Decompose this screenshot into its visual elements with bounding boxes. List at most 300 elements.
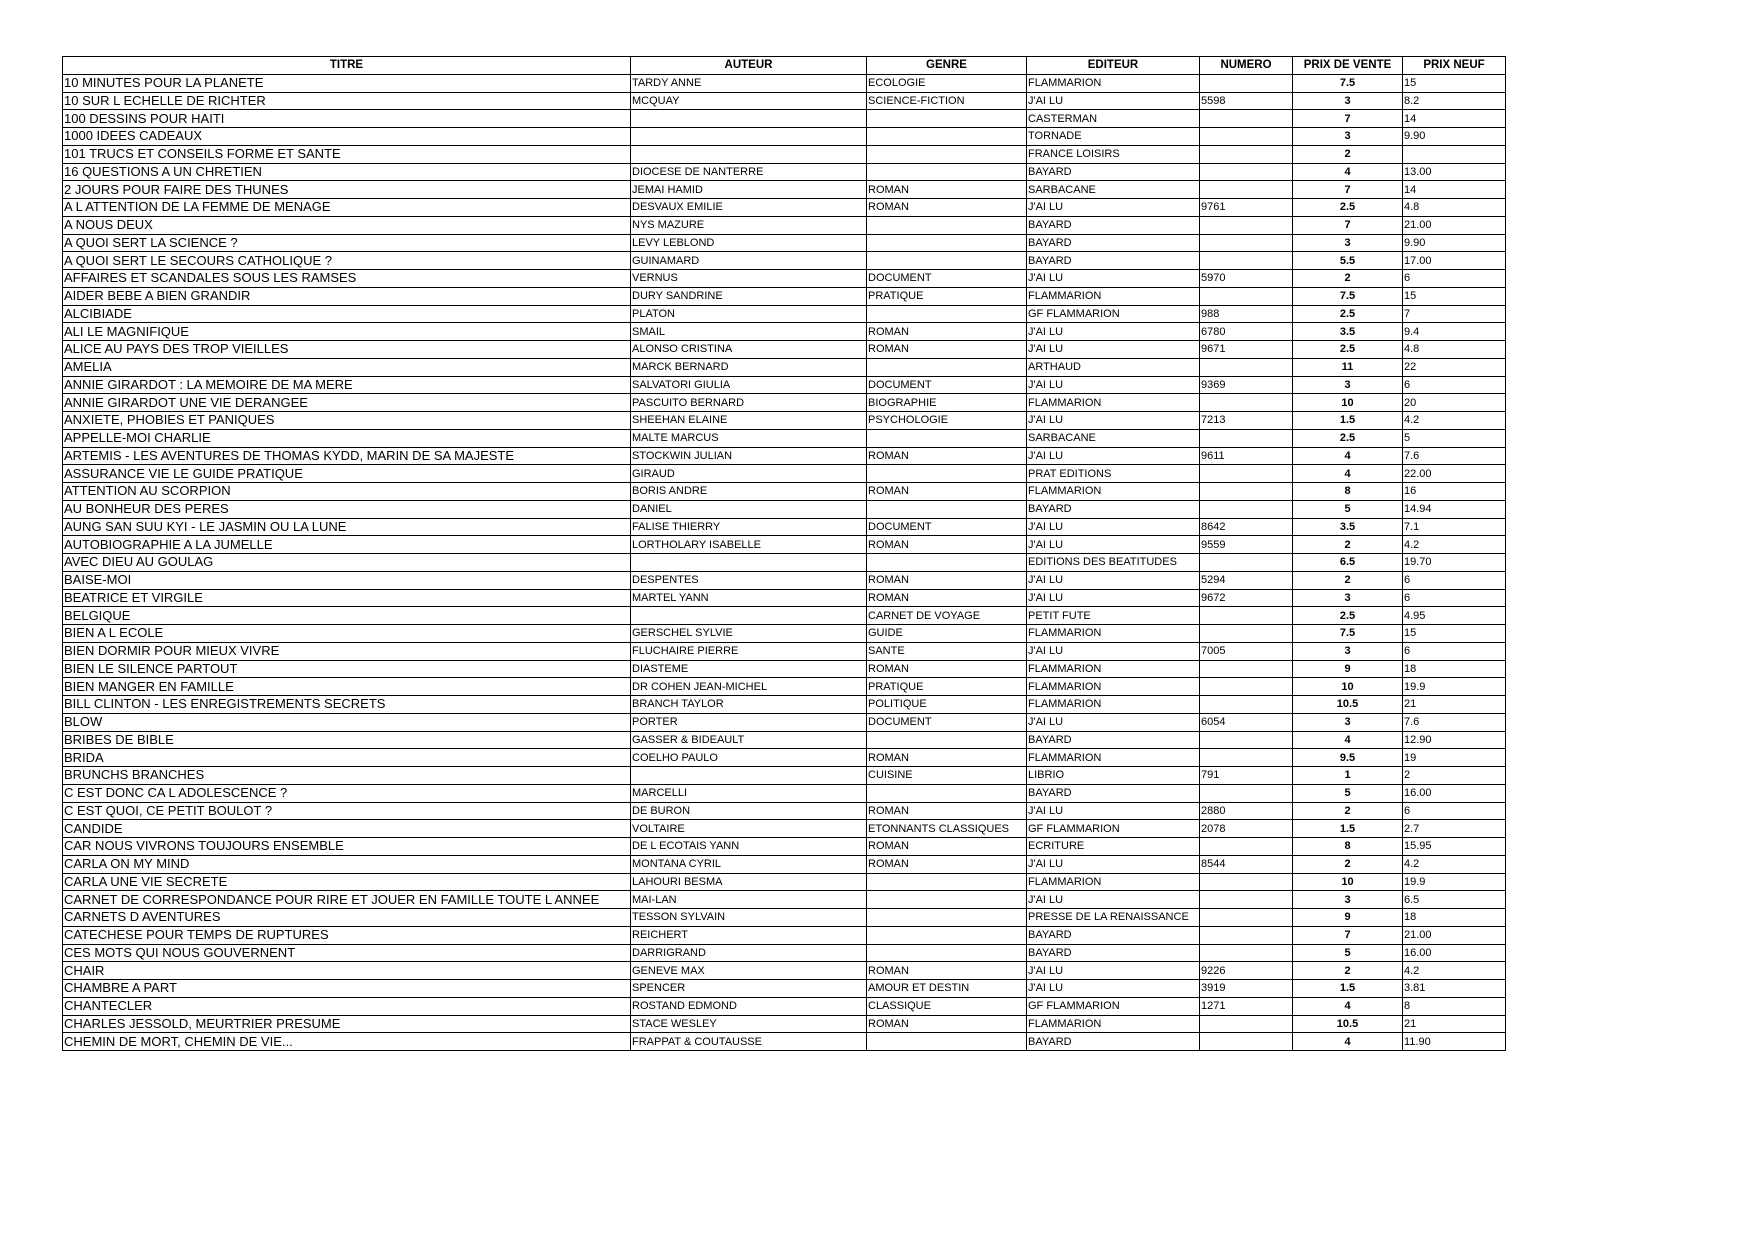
- cell-titre: 10 SUR L ECHELLE DE RICHTER: [63, 92, 631, 110]
- cell-titre: AMELIA: [63, 358, 631, 376]
- cell-genre: ROMAN: [867, 855, 1027, 873]
- cell-auteur: GUINAMARD: [631, 252, 867, 270]
- cell-auteur: [631, 110, 867, 128]
- cell-prix-neuf: 14: [1403, 181, 1506, 199]
- cell-auteur: DESVAUX EMILIE: [631, 199, 867, 217]
- table-row: [63, 394, 1506, 412]
- cell-auteur: SPENCER: [631, 980, 867, 998]
- table-row: [63, 749, 1506, 767]
- header-numero: NUMERO: [1200, 57, 1293, 75]
- cell-titre: ATTENTION AU SCORPION: [63, 483, 631, 501]
- table-row: [63, 128, 1506, 146]
- cell-auteur: BORIS ANDRE: [631, 483, 867, 501]
- cell-auteur: [631, 145, 867, 163]
- cell-genre: [867, 216, 1027, 234]
- cell-auteur: [631, 554, 867, 572]
- cell-auteur: SMAIL: [631, 323, 867, 341]
- cell-titre: C EST QUOI, CE PETIT BOULOT ?: [63, 802, 631, 820]
- cell-numero: [1200, 749, 1293, 767]
- cell-titre: ALICE AU PAYS DES TROP VIEILLES: [63, 341, 631, 359]
- cell-auteur: MALTE MARCUS: [631, 429, 867, 447]
- cell-genre: SANTE: [867, 642, 1027, 660]
- cell-numero: [1200, 1015, 1293, 1033]
- cell-genre: ROMAN: [867, 802, 1027, 820]
- cell-prix-neuf: 8: [1403, 997, 1506, 1015]
- cell-editeur: FRANCE LOISIRS: [1027, 145, 1200, 163]
- table-row: [63, 855, 1506, 873]
- cell-titre: BILL CLINTON - LES ENREGISTREMENTS SECRETS: [63, 696, 631, 714]
- cell-auteur: GERSCHEL SYLVIE: [631, 625, 867, 643]
- cell-editeur: J'AI LU: [1027, 891, 1200, 909]
- cell-genre: [867, 873, 1027, 891]
- cell-editeur: FLAMMARION: [1027, 696, 1200, 714]
- cell-editeur: GF FLAMMARION: [1027, 997, 1200, 1015]
- cell-numero: [1200, 944, 1293, 962]
- cell-editeur: BAYARD: [1027, 252, 1200, 270]
- cell-editeur: J'AI LU: [1027, 341, 1200, 359]
- cell-editeur: J'AI LU: [1027, 855, 1200, 873]
- table-row: [63, 820, 1506, 838]
- cell-auteur: DE L ECOTAIS YANN: [631, 838, 867, 856]
- cell-auteur: VOLTAIRE: [631, 820, 867, 838]
- cell-auteur: STACE WESLEY: [631, 1015, 867, 1033]
- table-row: [63, 216, 1506, 234]
- cell-editeur: FLAMMARION: [1027, 625, 1200, 643]
- cell-titre: ASSURANCE VIE LE GUIDE PRATIQUE: [63, 465, 631, 483]
- cell-prix-neuf: 4.2: [1403, 855, 1506, 873]
- table-row: [63, 358, 1506, 376]
- table-row: [63, 767, 1506, 785]
- cell-auteur: MONTANA CYRIL: [631, 855, 867, 873]
- cell-numero: [1200, 660, 1293, 678]
- table-row: [63, 1015, 1506, 1033]
- cell-prix-neuf: 16: [1403, 483, 1506, 501]
- cell-prix-neuf: 16.00: [1403, 784, 1506, 802]
- cell-prix-de-vente: 2: [1293, 855, 1403, 873]
- table-row: [63, 784, 1506, 802]
- cell-prix-de-vente: 2: [1293, 571, 1403, 589]
- cell-titre: CARNETS D AVENTURES: [63, 909, 631, 927]
- cell-prix-de-vente: 4: [1293, 997, 1403, 1015]
- cell-auteur: DURY SANDRINE: [631, 287, 867, 305]
- cell-prix-de-vente: 3: [1293, 128, 1403, 146]
- cell-prix-neuf: 13.00: [1403, 163, 1506, 181]
- table-row: [63, 713, 1506, 731]
- cell-genre: DOCUMENT: [867, 270, 1027, 288]
- cell-prix-neuf: 15.95: [1403, 838, 1506, 856]
- cell-genre: [867, 944, 1027, 962]
- cell-genre: [867, 891, 1027, 909]
- table-row: [63, 465, 1506, 483]
- cell-editeur: FLAMMARION: [1027, 1015, 1200, 1033]
- cell-numero: [1200, 500, 1293, 518]
- table-row: [63, 483, 1506, 501]
- cell-prix-de-vente: 7: [1293, 181, 1403, 199]
- header-genre: GENRE: [867, 57, 1027, 75]
- cell-genre: ROMAN: [867, 1015, 1027, 1033]
- cell-titre: BIEN A L ECOLE: [63, 625, 631, 643]
- cell-numero: [1200, 358, 1293, 376]
- cell-auteur: ALONSO CRISTINA: [631, 341, 867, 359]
- cell-prix-de-vente: 4: [1293, 731, 1403, 749]
- cell-prix-de-vente: 3: [1293, 92, 1403, 110]
- cell-prix-neuf: 4.8: [1403, 341, 1506, 359]
- cell-prix-de-vente: 2: [1293, 270, 1403, 288]
- cell-titre: BAISE-MOI: [63, 571, 631, 589]
- table-row: [63, 642, 1506, 660]
- cell-numero: [1200, 145, 1293, 163]
- cell-prix-neuf: 6: [1403, 802, 1506, 820]
- cell-genre: DOCUMENT: [867, 376, 1027, 394]
- cell-editeur: EDITIONS DES BEATITUDES: [1027, 554, 1200, 572]
- cell-numero: 988: [1200, 305, 1293, 323]
- cell-prix-de-vente: 3.5: [1293, 518, 1403, 536]
- cell-editeur: J'AI LU: [1027, 802, 1200, 820]
- table-row: [63, 305, 1506, 323]
- cell-prix-neuf: 9.90: [1403, 128, 1506, 146]
- cell-prix-de-vente: 8: [1293, 838, 1403, 856]
- cell-numero: 7213: [1200, 412, 1293, 430]
- cell-prix-neuf: 15: [1403, 287, 1506, 305]
- cell-prix-de-vente: 2: [1293, 536, 1403, 554]
- cell-numero: 9672: [1200, 589, 1293, 607]
- cell-prix-neuf: 19.9: [1403, 873, 1506, 891]
- cell-prix-de-vente: 7.5: [1293, 74, 1403, 92]
- cell-titre: CES MOTS QUI NOUS GOUVERNENT: [63, 944, 631, 962]
- cell-prix-neuf: 4.95: [1403, 607, 1506, 625]
- cell-numero: 7005: [1200, 642, 1293, 660]
- cell-prix-neuf: 2.7: [1403, 820, 1506, 838]
- cell-prix-de-vente: 7: [1293, 216, 1403, 234]
- cell-auteur: FALISE THIERRY: [631, 518, 867, 536]
- cell-numero: [1200, 128, 1293, 146]
- cell-editeur: BAYARD: [1027, 731, 1200, 749]
- table-row: [63, 500, 1506, 518]
- cell-prix-neuf: 22.00: [1403, 465, 1506, 483]
- cell-auteur: MARTEL YANN: [631, 589, 867, 607]
- table-row: [63, 731, 1506, 749]
- cell-auteur: MCQUAY: [631, 92, 867, 110]
- cell-editeur: FLAMMARION: [1027, 873, 1200, 891]
- cell-genre: GUIDE: [867, 625, 1027, 643]
- cell-editeur: BAYARD: [1027, 944, 1200, 962]
- cell-prix-de-vente: 5: [1293, 784, 1403, 802]
- cell-numero: [1200, 234, 1293, 252]
- cell-genre: ROMAN: [867, 199, 1027, 217]
- cell-editeur: BAYARD: [1027, 926, 1200, 944]
- cell-editeur: BAYARD: [1027, 234, 1200, 252]
- cell-prix-neuf: 11.90: [1403, 1033, 1506, 1051]
- cell-prix-de-vente: 7.5: [1293, 287, 1403, 305]
- cell-titre: BEATRICE ET VIRGILE: [63, 589, 631, 607]
- header-auteur: AUTEUR: [631, 57, 867, 75]
- cell-auteur: DIASTEME: [631, 660, 867, 678]
- cell-titre: AUNG SAN SUU KYI - LE JASMIN OU LA LUNE: [63, 518, 631, 536]
- cell-titre: CAR NOUS VIVRONS TOUJOURS ENSEMBLE: [63, 838, 631, 856]
- table-row: [63, 518, 1506, 536]
- cell-genre: [867, 926, 1027, 944]
- cell-editeur: J'AI LU: [1027, 962, 1200, 980]
- cell-auteur: REICHERT: [631, 926, 867, 944]
- table-row: [63, 341, 1506, 359]
- cell-genre: BIOGRAPHIE: [867, 394, 1027, 412]
- cell-genre: [867, 554, 1027, 572]
- header-row: [63, 57, 1506, 75]
- cell-genre: [867, 784, 1027, 802]
- cell-titre: ANNIE GIRARDOT UNE VIE DERANGEE: [63, 394, 631, 412]
- header-editeur: EDITEUR: [1027, 57, 1200, 75]
- cell-numero: 9671: [1200, 341, 1293, 359]
- cell-prix-de-vente: 2: [1293, 802, 1403, 820]
- table-row: [63, 376, 1506, 394]
- cell-editeur: GF FLAMMARION: [1027, 305, 1200, 323]
- cell-auteur: MAI-LAN: [631, 891, 867, 909]
- cell-prix-neuf: 18: [1403, 909, 1506, 927]
- cell-numero: 2078: [1200, 820, 1293, 838]
- cell-titre: CHEMIN DE MORT, CHEMIN DE VIE...: [63, 1033, 631, 1051]
- cell-titre: BRUNCHS BRANCHES: [63, 767, 631, 785]
- cell-prix-de-vente: 7.5: [1293, 625, 1403, 643]
- cell-editeur: FLAMMARION: [1027, 483, 1200, 501]
- cell-genre: [867, 358, 1027, 376]
- cell-prix-neuf: 21: [1403, 696, 1506, 714]
- cell-auteur: GENEVE MAX: [631, 962, 867, 980]
- table-row: [63, 678, 1506, 696]
- cell-editeur: LIBRIO: [1027, 767, 1200, 785]
- cell-numero: [1200, 926, 1293, 944]
- cell-numero: 9559: [1200, 536, 1293, 554]
- cell-numero: [1200, 696, 1293, 714]
- cell-editeur: BAYARD: [1027, 163, 1200, 181]
- cell-numero: 9369: [1200, 376, 1293, 394]
- cell-editeur: PRESSE DE LA RENAISSANCE: [1027, 909, 1200, 927]
- header-prix-neuf: PRIX NEUF: [1403, 57, 1506, 75]
- table-row: [63, 554, 1506, 572]
- cell-titre: 2 JOURS POUR FAIRE DES THUNES: [63, 181, 631, 199]
- cell-genre: [867, 429, 1027, 447]
- table-row: [63, 1033, 1506, 1051]
- cell-titre: A NOUS DEUX: [63, 216, 631, 234]
- cell-prix-neuf: 9.4: [1403, 323, 1506, 341]
- cell-titre: 10 MINUTES POUR LA PLANETE: [63, 74, 631, 92]
- cell-prix-de-vente: 2.5: [1293, 199, 1403, 217]
- cell-genre: [867, 1033, 1027, 1051]
- cell-auteur: [631, 128, 867, 146]
- cell-numero: [1200, 678, 1293, 696]
- cell-genre: [867, 234, 1027, 252]
- cell-editeur: ARTHAUD: [1027, 358, 1200, 376]
- cell-editeur: FLAMMARION: [1027, 74, 1200, 92]
- cell-prix-de-vente: 1: [1293, 767, 1403, 785]
- cell-prix-neuf: 22: [1403, 358, 1506, 376]
- table-row: [63, 74, 1506, 92]
- cell-prix-de-vente: 10: [1293, 873, 1403, 891]
- cell-titre: ARTEMIS - LES AVENTURES DE THOMAS KYDD, MARIN DE SA MAJESTE: [63, 447, 631, 465]
- cell-numero: 8642: [1200, 518, 1293, 536]
- cell-editeur: ECRITURE: [1027, 838, 1200, 856]
- cell-prix-neuf: 7.6: [1403, 713, 1506, 731]
- cell-numero: [1200, 784, 1293, 802]
- cell-titre: AVEC DIEU AU GOULAG: [63, 554, 631, 572]
- cell-prix-de-vente: 7: [1293, 110, 1403, 128]
- cell-titre: A L ATTENTION DE LA FEMME DE MENAGE: [63, 199, 631, 217]
- cell-auteur: DR COHEN JEAN-MICHEL: [631, 678, 867, 696]
- cell-prix-de-vente: 7: [1293, 926, 1403, 944]
- table-row: [63, 287, 1506, 305]
- cell-prix-de-vente: 5: [1293, 500, 1403, 518]
- cell-editeur: BAYARD: [1027, 216, 1200, 234]
- cell-prix-de-vente: 2.5: [1293, 607, 1403, 625]
- cell-auteur: FLUCHAIRE PIERRE: [631, 642, 867, 660]
- cell-titre: AU BONHEUR DES PERES: [63, 500, 631, 518]
- cell-prix-de-vente: 4: [1293, 1033, 1403, 1051]
- cell-genre: [867, 731, 1027, 749]
- table-row: [63, 838, 1506, 856]
- cell-prix-neuf: 6: [1403, 589, 1506, 607]
- cell-editeur: J'AI LU: [1027, 412, 1200, 430]
- cell-genre: PRATIQUE: [867, 678, 1027, 696]
- cell-genre: ECOLOGIE: [867, 74, 1027, 92]
- cell-prix-neuf: 20: [1403, 394, 1506, 412]
- cell-prix-neuf: 3.81: [1403, 980, 1506, 998]
- table-row: [63, 429, 1506, 447]
- cell-editeur: FLAMMARION: [1027, 678, 1200, 696]
- cell-titre: BIEN MANGER EN FAMILLE: [63, 678, 631, 696]
- cell-prix-neuf: 4.2: [1403, 536, 1506, 554]
- cell-auteur: DANIEL: [631, 500, 867, 518]
- table-row: [63, 270, 1506, 288]
- cell-prix-neuf: 6: [1403, 571, 1506, 589]
- cell-genre: ROMAN: [867, 323, 1027, 341]
- cell-prix-de-vente: 3: [1293, 234, 1403, 252]
- cell-auteur: COELHO PAULO: [631, 749, 867, 767]
- cell-prix-de-vente: 11: [1293, 358, 1403, 376]
- cell-auteur: LORTHOLARY ISABELLE: [631, 536, 867, 554]
- cell-numero: 5598: [1200, 92, 1293, 110]
- table-row: [63, 944, 1506, 962]
- cell-prix-de-vente: 3: [1293, 713, 1403, 731]
- cell-prix-neuf: 6: [1403, 376, 1506, 394]
- cell-prix-neuf: 14: [1403, 110, 1506, 128]
- cell-editeur: PETIT FUTE: [1027, 607, 1200, 625]
- cell-auteur: GIRAUD: [631, 465, 867, 483]
- cell-editeur: SARBACANE: [1027, 429, 1200, 447]
- cell-prix-neuf: 14.94: [1403, 500, 1506, 518]
- cell-auteur: PORTER: [631, 713, 867, 731]
- cell-prix-neuf: 19: [1403, 749, 1506, 767]
- cell-titre: ALCIBIADE: [63, 305, 631, 323]
- table-row: [63, 110, 1506, 128]
- cell-prix-de-vente: 3: [1293, 891, 1403, 909]
- cell-numero: 3919: [1200, 980, 1293, 998]
- cell-prix-neuf: 21: [1403, 1015, 1506, 1033]
- cell-numero: [1200, 838, 1293, 856]
- cell-titre: ANNIE GIRARDOT : LA MEMOIRE DE MA MERE: [63, 376, 631, 394]
- cell-numero: 5970: [1200, 270, 1293, 288]
- cell-numero: 791: [1200, 767, 1293, 785]
- cell-prix-de-vente: 9: [1293, 660, 1403, 678]
- cell-genre: CUISINE: [867, 767, 1027, 785]
- cell-titre: ALI LE MAGNIFIQUE: [63, 323, 631, 341]
- cell-titre: C EST DONC CA L ADOLESCENCE ?: [63, 784, 631, 802]
- cell-numero: 8544: [1200, 855, 1293, 873]
- cell-auteur: GASSER & BIDEAULT: [631, 731, 867, 749]
- cell-titre: 16 QUESTIONS A UN CHRETIEN: [63, 163, 631, 181]
- cell-prix-neuf: 6: [1403, 270, 1506, 288]
- cell-editeur: J'AI LU: [1027, 447, 1200, 465]
- table-row: [63, 696, 1506, 714]
- cell-prix-neuf: 12.90: [1403, 731, 1506, 749]
- cell-prix-de-vente: 10.5: [1293, 696, 1403, 714]
- cell-numero: 6780: [1200, 323, 1293, 341]
- cell-auteur: DE BURON: [631, 802, 867, 820]
- cell-titre: BELGIQUE: [63, 607, 631, 625]
- cell-numero: [1200, 1033, 1293, 1051]
- cell-prix-de-vente: 4: [1293, 447, 1403, 465]
- cell-genre: ROMAN: [867, 341, 1027, 359]
- cell-numero: 9611: [1200, 447, 1293, 465]
- cell-prix-de-vente: 2.5: [1293, 429, 1403, 447]
- cell-prix-de-vente: 1.5: [1293, 980, 1403, 998]
- cell-auteur: JEMAI HAMID: [631, 181, 867, 199]
- cell-numero: 5294: [1200, 571, 1293, 589]
- cell-titre: BIEN DORMIR POUR MIEUX VIVRE: [63, 642, 631, 660]
- cell-auteur: STOCKWIN JULIAN: [631, 447, 867, 465]
- cell-genre: [867, 500, 1027, 518]
- cell-auteur: MARCELLI: [631, 784, 867, 802]
- cell-prix-neuf: 19.70: [1403, 554, 1506, 572]
- cell-prix-de-vente: 4: [1293, 163, 1403, 181]
- cell-numero: [1200, 873, 1293, 891]
- cell-genre: DOCUMENT: [867, 518, 1027, 536]
- cell-titre: CANDIDE: [63, 820, 631, 838]
- cell-prix-de-vente: 3.5: [1293, 323, 1403, 341]
- header-titre: TITRE: [63, 57, 631, 75]
- cell-editeur: J'AI LU: [1027, 642, 1200, 660]
- cell-prix-neuf: 21.00: [1403, 926, 1506, 944]
- cell-numero: [1200, 607, 1293, 625]
- cell-prix-neuf: 5: [1403, 429, 1506, 447]
- cell-titre: CATECHESE POUR TEMPS DE RUPTURES: [63, 926, 631, 944]
- cell-numero: 1271: [1200, 997, 1293, 1015]
- cell-editeur: J'AI LU: [1027, 199, 1200, 217]
- book-inventory-table: [62, 56, 1506, 1051]
- cell-editeur: FLAMMARION: [1027, 394, 1200, 412]
- cell-genre: PSYCHOLOGIE: [867, 412, 1027, 430]
- table-row: [63, 412, 1506, 430]
- cell-genre: [867, 252, 1027, 270]
- cell-editeur: TORNADE: [1027, 128, 1200, 146]
- cell-genre: [867, 163, 1027, 181]
- cell-titre: A QUOI SERT LA SCIENCE ?: [63, 234, 631, 252]
- cell-numero: 2880: [1200, 802, 1293, 820]
- cell-auteur: SHEEHAN ELAINE: [631, 412, 867, 430]
- cell-prix-neuf: 18: [1403, 660, 1506, 678]
- cell-numero: [1200, 483, 1293, 501]
- cell-prix-neuf: 16.00: [1403, 944, 1506, 962]
- cell-titre: 1000 IDEES CADEAUX: [63, 128, 631, 146]
- cell-auteur: DESPENTES: [631, 571, 867, 589]
- cell-genre: [867, 128, 1027, 146]
- cell-prix-de-vente: 2.5: [1293, 305, 1403, 323]
- table-row: [63, 571, 1506, 589]
- cell-prix-neuf: 15: [1403, 625, 1506, 643]
- cell-auteur: LEVY LEBLOND: [631, 234, 867, 252]
- cell-auteur: BRANCH TAYLOR: [631, 696, 867, 714]
- cell-auteur: FRAPPAT & COUTAUSSE: [631, 1033, 867, 1051]
- cell-genre: [867, 145, 1027, 163]
- cell-auteur: PASCUITO BERNARD: [631, 394, 867, 412]
